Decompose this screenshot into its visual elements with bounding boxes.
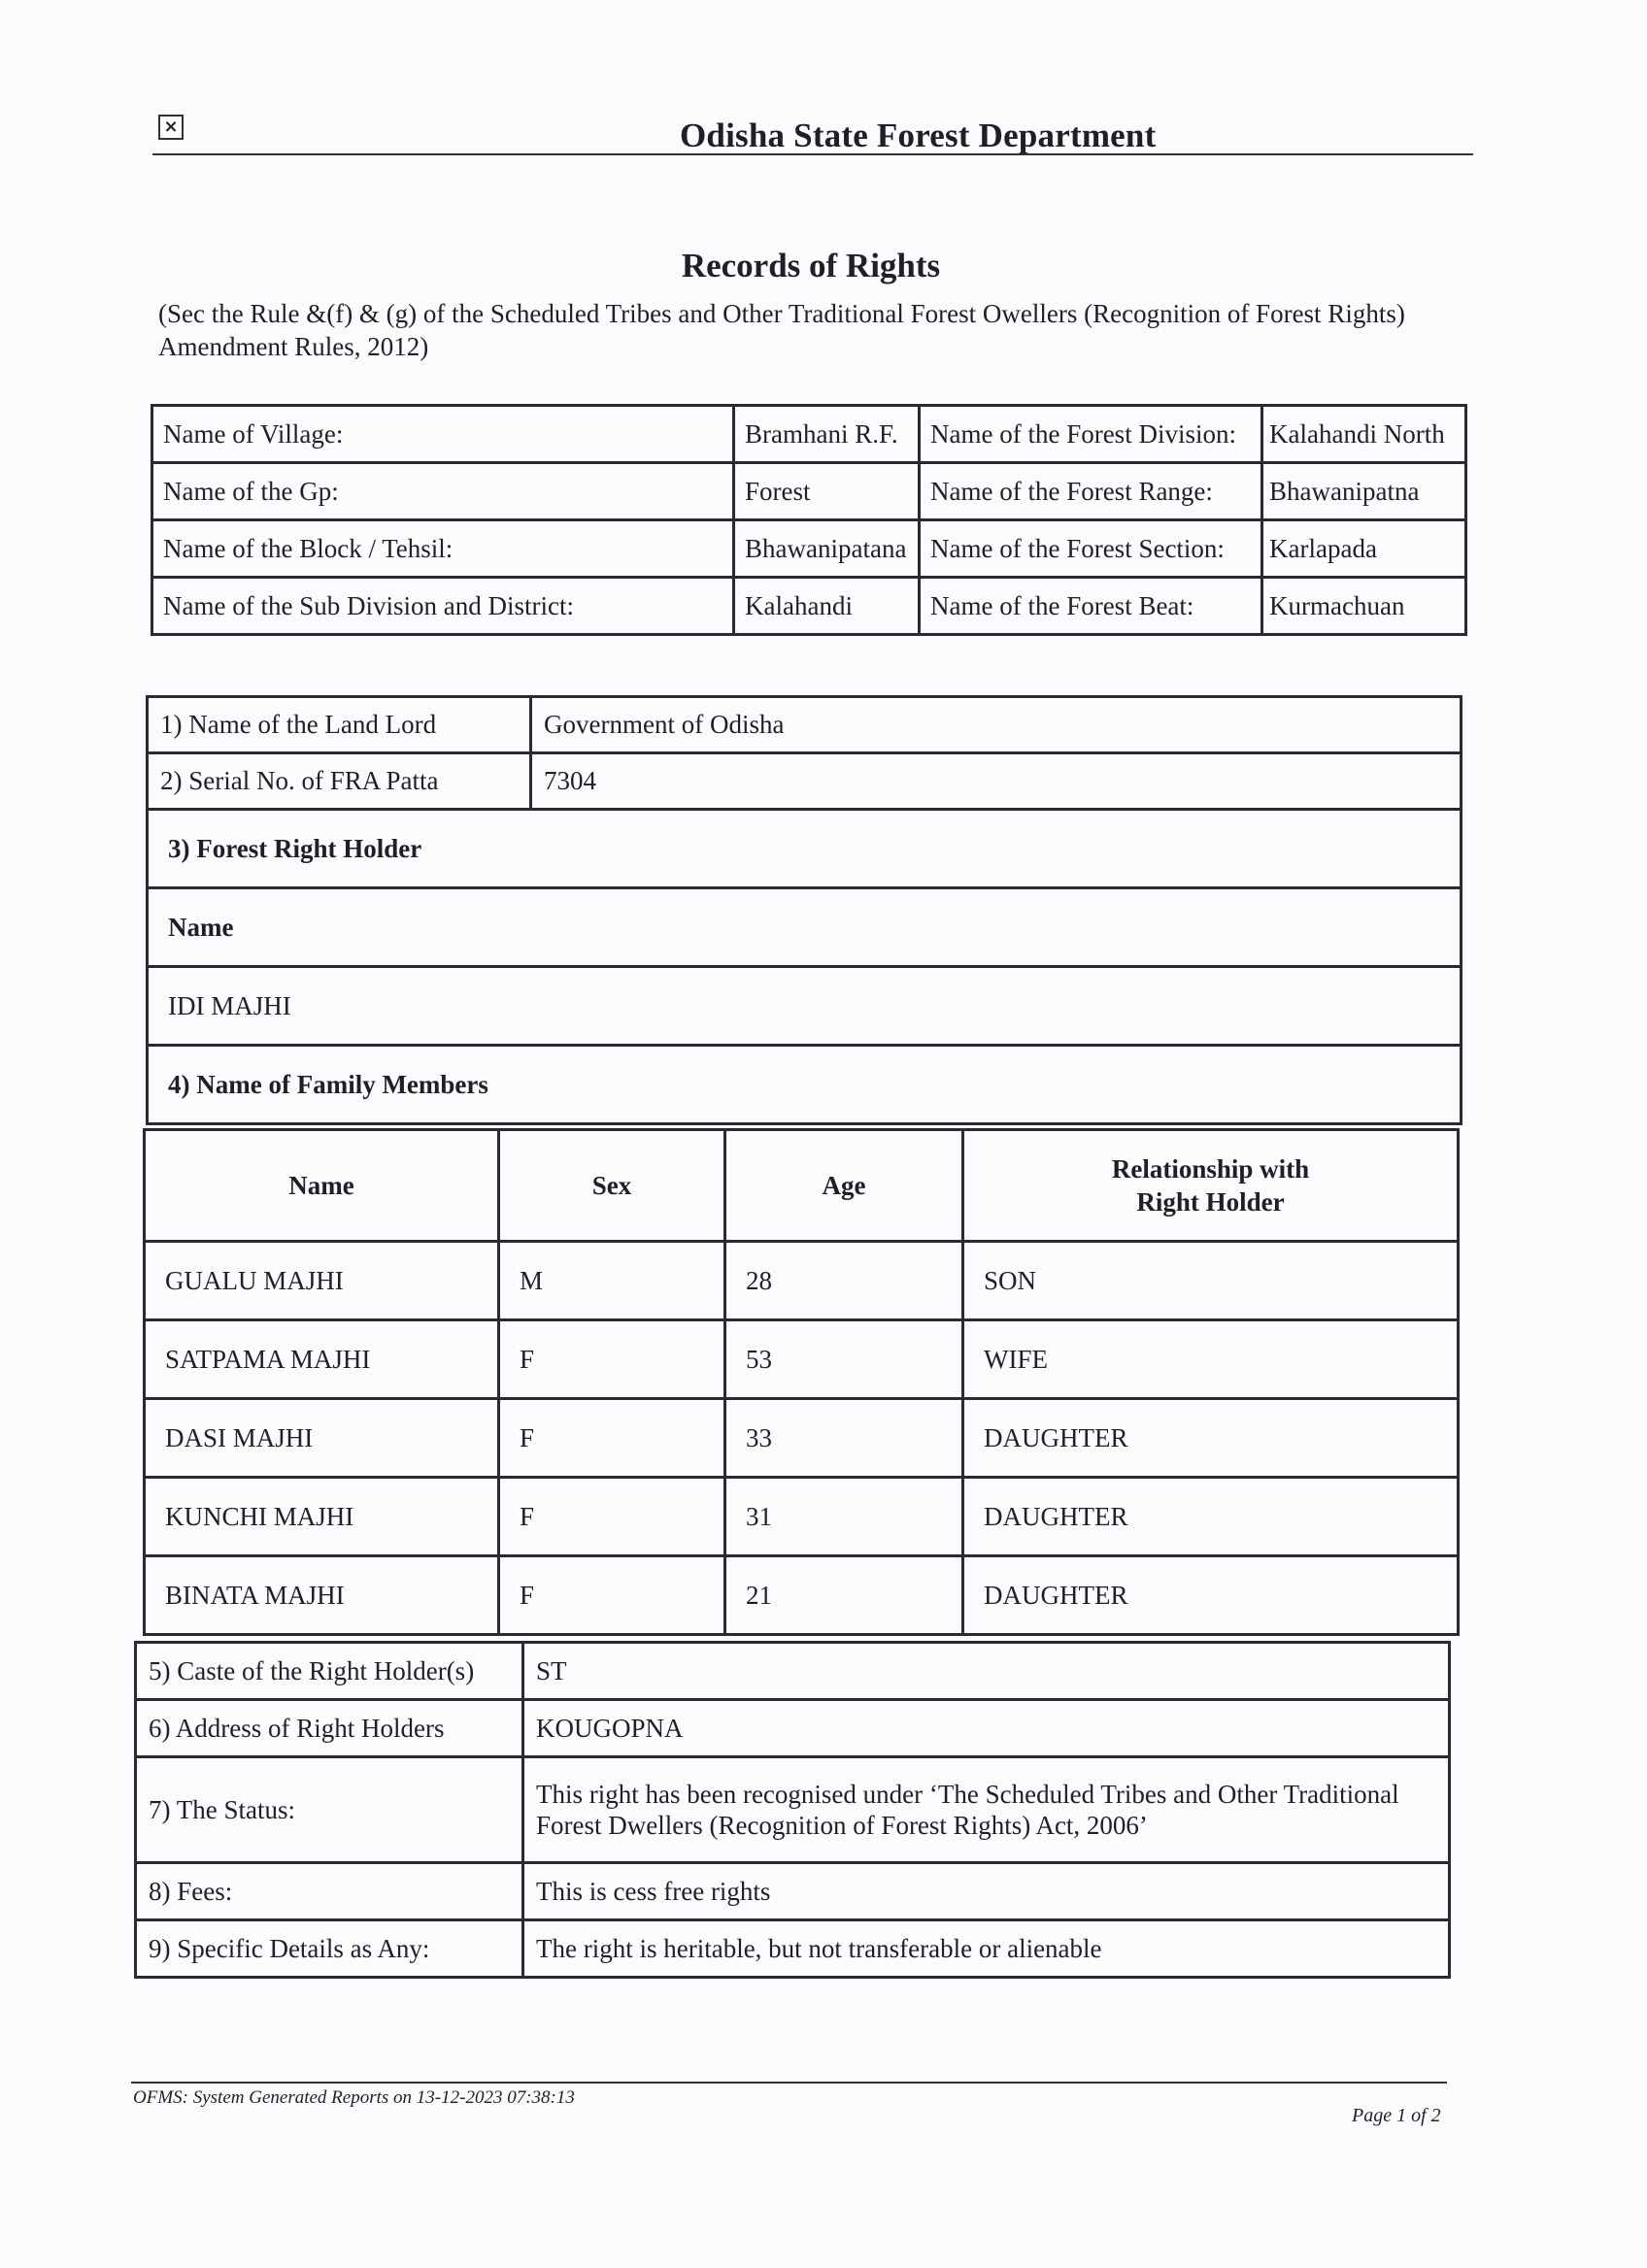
generated-timestamp: OFMS: System Generated Reports on 13-12-2023 07:38:13 <box>133 2087 575 2108</box>
gp-label: Name of the Gp: <box>152 463 734 520</box>
name-heading: Name <box>148 888 1462 967</box>
table-row <box>145 1478 1459 1556</box>
sub-division-value: Kalahandi <box>734 578 920 635</box>
member-name: KUNCHI MAJHI <box>145 1478 499 1556</box>
family-table <box>143 1128 1460 1636</box>
member-relationship: DAUGHTER <box>963 1399 1459 1478</box>
status-label: 7) The Status: <box>136 1757 523 1863</box>
fees-value: This is cess free rights <box>523 1863 1450 1920</box>
member-name: GUALU MAJHI <box>145 1242 499 1320</box>
table-row <box>148 1046 1462 1124</box>
table-row <box>136 1643 1450 1700</box>
forest-division-label: Name of the Forest Division: <box>920 406 1262 463</box>
table-row <box>152 463 1466 520</box>
location-table <box>151 404 1467 636</box>
column-header-age: Age <box>725 1130 963 1242</box>
column-header-sex: Sex <box>499 1130 725 1242</box>
member-name: SATPAMA MAJHI <box>145 1320 499 1399</box>
column-header-relationship: Relationship with Right Holder <box>963 1130 1459 1242</box>
forest-section-label: Name of the Forest Section: <box>920 520 1262 578</box>
member-name: BINATA MAJHI <box>145 1556 499 1635</box>
table-row <box>152 406 1466 463</box>
table-row <box>152 578 1466 635</box>
table-row <box>136 1863 1450 1920</box>
forest-range-label: Name of the Forest Range: <box>920 463 1262 520</box>
member-age: 31 <box>725 1478 963 1556</box>
table-row <box>136 1920 1450 1978</box>
member-sex: F <box>499 1556 725 1635</box>
member-sex: F <box>499 1399 725 1478</box>
member-sex: F <box>499 1320 725 1399</box>
page-number: Page 1 of 2 <box>1352 2105 1441 2126</box>
land-lord-label: 1) Name of the Land Lord <box>148 697 531 753</box>
document-title: Records of Rights <box>681 247 941 284</box>
table-row <box>145 1556 1459 1635</box>
sub-division-label: Name of the Sub Division and District: <box>152 578 734 635</box>
member-relationship: DAUGHTER <box>963 1556 1459 1635</box>
table-row <box>148 753 1462 810</box>
village-value: Bramhani R.F. <box>734 406 920 463</box>
forest-beat-value: Kurmachuan <box>1262 578 1466 635</box>
table-row <box>145 1242 1459 1320</box>
table-row <box>148 967 1462 1046</box>
address-label: 6) Address of Right Holders <box>136 1700 523 1757</box>
gp-value: Forest <box>734 463 920 520</box>
forest-section-value: Karlapada <box>1262 520 1466 578</box>
details-table <box>134 1641 1451 1979</box>
caste-label: 5) Caste of the Right Holder(s) <box>136 1643 523 1700</box>
table-row <box>148 697 1462 753</box>
fees-label: 8) Fees: <box>136 1863 523 1920</box>
table-row <box>136 1700 1450 1757</box>
member-age: 33 <box>725 1399 963 1478</box>
holder-table <box>146 695 1462 1125</box>
family-heading: 4) Name of Family Members <box>148 1046 1462 1124</box>
forest-division-value: Kalahandi North <box>1262 406 1466 463</box>
table-header-row <box>145 1130 1459 1242</box>
member-relationship: SON <box>963 1242 1459 1320</box>
member-relationship: WIFE <box>963 1320 1459 1399</box>
table-row <box>148 888 1462 967</box>
document-subtitle: (Sec the Rule &(f) & (g) of the Scheduled Tribes and Other Traditional Forest Owellers (Recognition of Forest Rights) Amendment Rules, 2012) <box>158 299 1405 361</box>
member-sex: M <box>499 1242 725 1320</box>
forest-beat-label: Name of the Forest Beat: <box>920 578 1262 635</box>
broken-image-icon: × <box>158 115 184 140</box>
block-label: Name of the Block / Tehsil: <box>152 520 734 578</box>
table-row <box>136 1757 1450 1863</box>
footer-divider <box>131 2082 1447 2084</box>
right-holder-heading: 3) Forest Right Holder <box>148 810 1462 888</box>
serial-value: 7304 <box>531 753 1462 810</box>
member-age: 21 <box>725 1556 963 1635</box>
caste-value: ST <box>523 1643 1450 1700</box>
member-age: 28 <box>725 1242 963 1320</box>
specific-details-value: The right is heritable, but not transferable or alienable <box>523 1920 1450 1978</box>
status-value: This right has been recognised under ‘The Scheduled Tribes and Other Traditional Forest Dwellers (Recognition of Forest Rights) Act, 2006’ <box>523 1757 1450 1863</box>
member-name: DASI MAJHI <box>145 1399 499 1478</box>
member-sex: F <box>499 1478 725 1556</box>
right-holder-name: IDI MAJHI <box>148 967 1462 1046</box>
block-value: Bhawanipatana <box>734 520 920 578</box>
specific-details-label: 9) Specific Details as Any: <box>136 1920 523 1978</box>
header-divider <box>152 153 1473 155</box>
village-label: Name of Village: <box>152 406 734 463</box>
forest-range-value: Bhawanipatna <box>1262 463 1466 520</box>
table-row <box>145 1399 1459 1478</box>
table-row <box>152 520 1466 578</box>
member-relationship: DAUGHTER <box>963 1478 1459 1556</box>
table-row <box>145 1320 1459 1399</box>
column-header-name: Name <box>145 1130 499 1242</box>
land-lord-value: Government of Odisha <box>531 697 1462 753</box>
address-value: KOUGOPNA <box>523 1700 1450 1757</box>
table-row <box>148 810 1462 888</box>
serial-label: 2) Serial No. of FRA Patta <box>148 753 531 810</box>
department-title: Odisha State Forest Department <box>680 117 1157 154</box>
member-age: 53 <box>725 1320 963 1399</box>
